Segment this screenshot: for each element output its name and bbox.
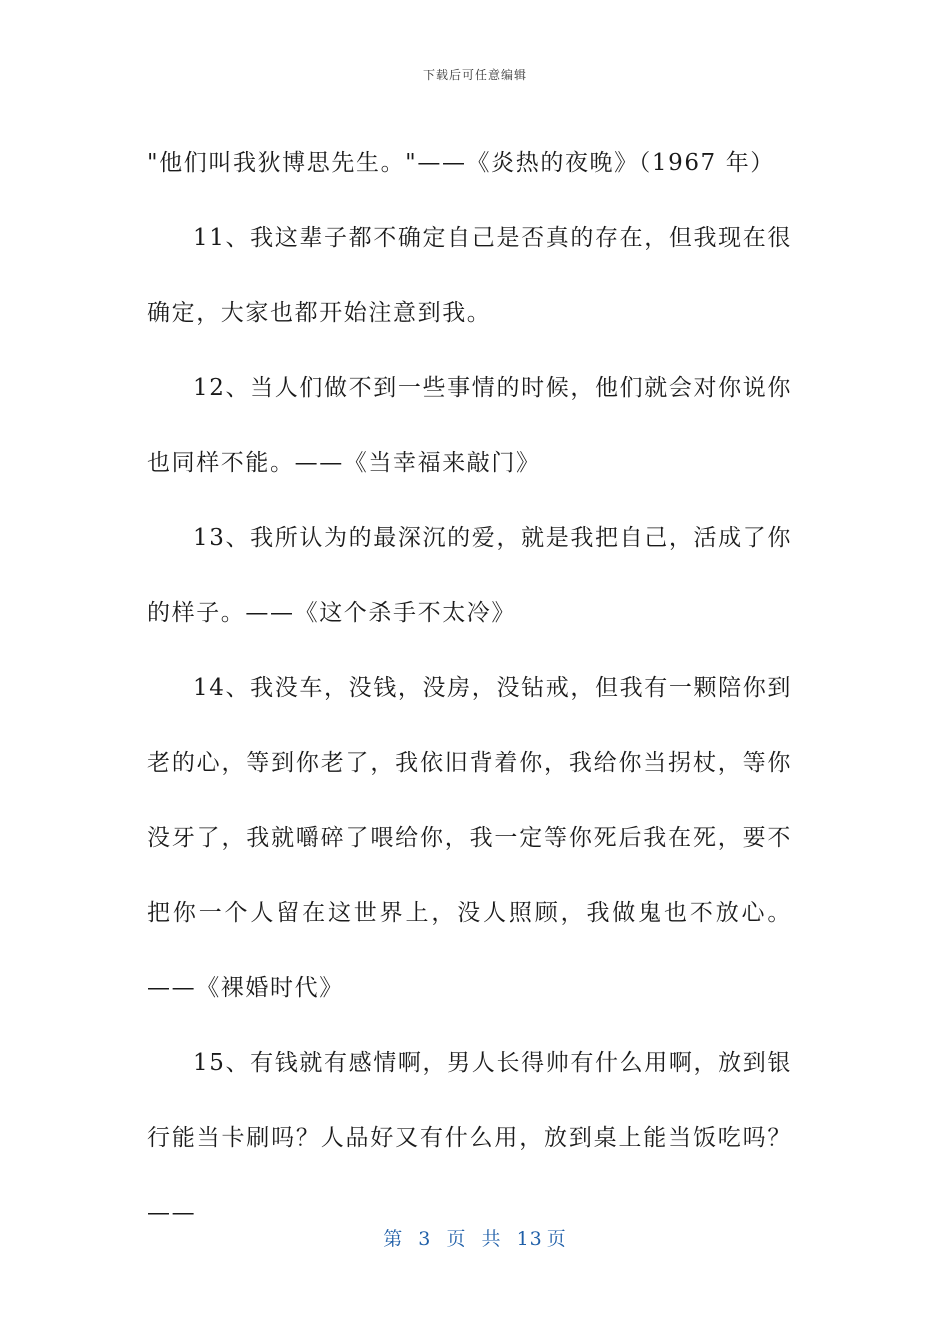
paragraph-14: 14、我没车，没钱，没房，没钻戒，但我有一颗陪你到老的心，等到你老了，我依旧背着你，我给你当拐杖，等你没牙了，我就嚼碎了喂给你，我一定等你死后我在死，要不把你一个人留在这世界上，没人照顾，我做鬼也不放心。——《裸婚时代》	[147, 675, 792, 1001]
footer-label-gong: 共	[481, 1228, 502, 1250]
footer-total-pages: 13	[516, 1228, 543, 1250]
page-number-footer	[0, 1224, 950, 1251]
footer-label-ye: 页	[446, 1228, 467, 1250]
paragraph-12: 12、当人们做不到一些事情的时候，他们就会对你说你也同样不能。——《当幸福来敲门》	[147, 375, 792, 476]
footer-label-ye2: 页	[546, 1228, 567, 1250]
document-body	[147, 126, 792, 1251]
footer-current-page: 3	[418, 1228, 432, 1250]
paragraph-15: 15、有钱就有感情啊，男人长得帅有什么用啊，放到银行能当卡刷吗？人品好又有什么用，放到桌上能当饭吃吗？——	[147, 1050, 792, 1226]
footer-label-di: 第	[383, 1228, 404, 1250]
paragraph-13: 13、我所认为的最深沉的爱，就是我把自己，活成了你的样子。——《这个杀手不太冷》	[147, 525, 792, 626]
header-note: 下载后可任意编辑	[422, 68, 527, 82]
paragraph-11: 11、我这辈子都不确定自己是否真的存在，但我现在很确定，大家也都开始注意到我。	[147, 225, 792, 326]
paragraph-0: "他们叫我狄博思先生。"——《炎热的夜晚》（1967 年）	[147, 150, 775, 176]
